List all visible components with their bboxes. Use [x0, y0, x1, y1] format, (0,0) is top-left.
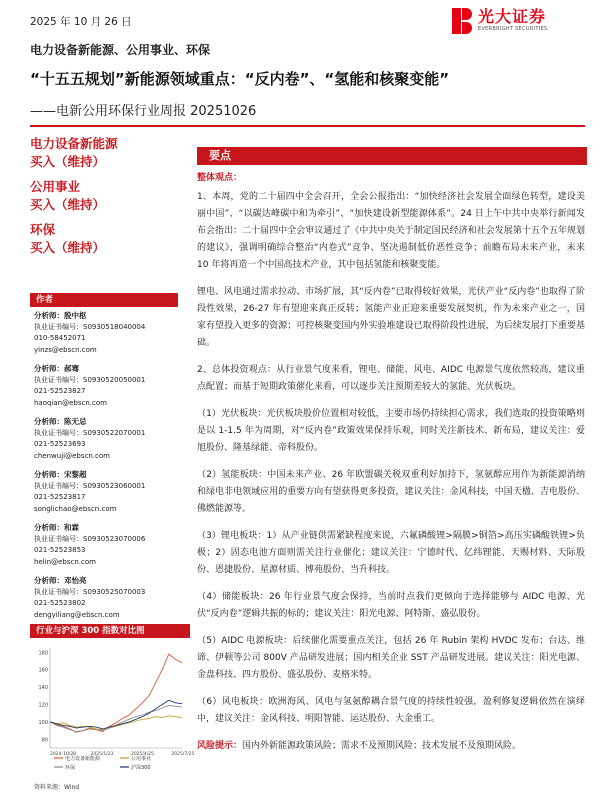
overview-label: 整体观点：: [197, 173, 243, 183]
paragraph: （1）光伏板块：光伏板块股价位置相对较低，主要市场仍持续担心需求，我们选取的投资策略则是以 1-1.5 年为周期，对“反内卷”政策效果保持乐观，同时关注新技术、新布局，建议关注：爱旭股份、隆基绿能、帝科股份。: [197, 409, 585, 453]
x-tick-label: 2025/7/25: [171, 752, 195, 757]
author-cert: 执业证书编号：S0930523060001: [34, 481, 146, 490]
authors-list: [34, 310, 182, 628]
rating-sector: 电力设备新能源: [30, 136, 118, 151]
y-tick-label: 160: [38, 667, 48, 674]
x-tick-label: 2025/1/23: [90, 752, 114, 757]
chart-source: 资料来源：Wind: [34, 784, 80, 791]
author-name: 分析师：殷中枢: [34, 311, 87, 320]
y-tick-label: 80: [41, 737, 48, 744]
author-card: [34, 363, 182, 409]
author-name: 分析师：宋黎超: [34, 470, 87, 479]
author-phone: 021-52523802: [34, 599, 86, 607]
page-subtitle: ——电新公用环保行业周报 20251026: [30, 104, 257, 119]
legend-label: 环保: [65, 765, 76, 771]
author-email[interactable]: songlichao@ebscn.com: [34, 504, 117, 513]
author-cert: 执业证书编号：S0930525070003: [34, 587, 146, 596]
author-email[interactable]: helin@ebscn.com: [34, 557, 96, 566]
author-cert: 执业证书编号：S0930520050001: [34, 375, 146, 384]
author-card: [34, 416, 182, 462]
author-card: [34, 310, 182, 356]
series-line: [50, 705, 182, 731]
rating-value: 买入（维持）: [30, 154, 106, 169]
ratings-panel: [30, 135, 180, 264]
paragraph: （5）AIDC 电源板块：后续催化需要重点关注，包括 26 年 Rubin 架构 HVDC 发布；台达、维谛、伊顿等公司 800V 产品研发进展；国内相关企业 SST 产品研发进展。建议关注：阳光电源、金盘科技、四方股份、盛弘股份、麦格米特。: [197, 636, 585, 680]
paragraph: 锂电、风电通过需求拉动、市场扩展，其“反内卷”已取得较好效果，光伏产业“反内卷”也取得了阶段性效果，26-27 年有望迎来真正反转；氢能产业正迎来重要发展契机，作为未来产业之一，国家有望投入更多的资源；可控核聚变国内外实验堆建设已取得阶段性进展，为后续发展打下重要基础。: [197, 287, 585, 348]
y-tick-label: 100: [38, 719, 48, 726]
author-email[interactable]: haoqian@ebscn.com: [34, 398, 107, 407]
rating-value: 买入（维持）: [30, 240, 106, 255]
title-divider: [30, 125, 585, 127]
rating-item: [30, 178, 180, 214]
rating-value: 买入（维持）: [30, 197, 106, 212]
paragraph: 2、总体投资观点：从行业景气度来看，锂电、储能、风电、AIDC 电源景气度依然较高，建议重点配置；而基于短期政策催化来看，可以逐步关注预期差较大的氢能、光伏板块。: [197, 365, 585, 392]
key-points-body: [197, 170, 585, 765]
paragraph: （4）储能板块：26 年行业景气度会保持，当前时点我们更倾向于选择能够与 AIDC 电源、光伏“反内卷”逻辑共振的标的；建议关注：阳光电源、阿特斯、盛弘股份。: [197, 592, 585, 619]
author-card: [34, 469, 182, 515]
author-phone: 021-52523853: [34, 546, 86, 554]
risk-label: 风险提示：: [197, 741, 243, 751]
y-tick-label: 140: [38, 685, 48, 692]
author-email[interactable]: chenwuji@ebscn.com: [34, 451, 110, 460]
author-card: [34, 522, 182, 568]
page-title: “十五五规划”新能源领域重点：“反内卷”、“氢能和核聚变能”: [30, 70, 450, 88]
logo-name-cn: 光大证券: [478, 7, 547, 26]
paragraph: （3）锂电板块：1）从产业链供需紧缺程度来说，六氟磷酸锂>隔膜>铜箔>高压实磷酸铁锂>负极；2）固态电池方面则需关注行业催化；建议关注：宁德时代、亿纬锂能、天赐材料、天际股份、恩捷股份、星源材质、博苑股份、当升科技。: [197, 531, 585, 575]
chart-svg: [30, 640, 195, 780]
rating-sector: 公用事业: [30, 179, 81, 194]
x-tick-label: 2024-10/28: [50, 752, 77, 757]
author-name: 分析师：陈无忌: [34, 417, 87, 426]
author-phone: 021-52523693: [34, 440, 86, 448]
author-cert: 执业证书编号：S0930518040004: [34, 322, 146, 331]
author-name: 分析师：邓怡亮: [34, 576, 87, 585]
paragraph: （2）氢能板块：中国未来产业、26 年欧盟碳关税双重利好加持下，氢氨醇应用作为新能源消纳和绿电非电领域应用的重要方向有望获得更多投资，建议关注：金风科技，中国天楹、吉电股份、佛燃能源等。: [197, 470, 585, 514]
risk-paragraph: [197, 738, 585, 755]
legend-label: 电力设备新能源: [65, 756, 101, 762]
author-name: 分析师：郝骞: [34, 364, 79, 373]
chart-header: 行业与沪深 300 指数对比图: [30, 624, 190, 638]
logo-icon: [452, 8, 472, 34]
author-card: [34, 575, 182, 621]
broker-logo: [452, 6, 582, 36]
rating-item: [30, 221, 180, 257]
rating-sector: 环保: [30, 222, 56, 237]
risk-text: 国内外新能源政策风险；需求不及预期风险；技术发展不及预期风险。: [242, 741, 522, 751]
series-line: [50, 700, 182, 729]
x-tick-label: 2025/4/25: [130, 752, 155, 757]
author-email[interactable]: dengyiliang@ebscn.com: [34, 610, 120, 619]
series-line: [50, 654, 182, 732]
y-tick-label: 120: [38, 702, 48, 709]
legend-label: 沪深300: [131, 765, 151, 771]
legend-label: 公用事业: [131, 756, 152, 762]
report-date: 2025 年 10 月 26 日: [30, 16, 132, 28]
key-points-header: 要点: [197, 147, 587, 165]
sector-line: 电力设备新能源、公用事业、环保: [30, 43, 211, 57]
author-phone: 021-52523817: [34, 493, 86, 501]
author-cert: 执业证书编号：S0930522070001: [34, 428, 146, 437]
author-name: 分析师：和霖: [34, 523, 79, 532]
index-comparison-chart: [30, 640, 195, 780]
author-cert: 执业证书编号：S0930523070006: [34, 534, 146, 543]
logo-name-en: EVERBRIGHT SECURITIES: [478, 26, 548, 32]
author-phone: 021-52523827: [34, 387, 86, 395]
authors-header: 作者: [30, 293, 178, 307]
paragraph: （6）风电板块：欧洲海风、风电与氢氨醇耦合景气度的持续性较强，盈利修复逻辑依然在演绎中，建议关注：金风科技、明阳智能、运达股份、大金重工。: [197, 697, 585, 724]
rating-item: [30, 135, 180, 171]
paragraph: 1、本周，党的二十届四中全会召开，全会公报指出：“加快经济社会发展全面绿色转型，建设美丽中国”、“以碳达峰碳中和为牵引”、“加快建设新型能源体系”。24 日上午中共中央举行新闻发布会指出：二十届四中全会审议通过了《中共中央关于制定国民经济和社会发展第十五个五年规划的建议》，强调明确综合整治“内卷式”竞争、坚决遏制低价恶性竞争；前瞻布局未来产业，未来 10 年将再造一个中国高技术产业，其中包括氢能和核聚变能。: [197, 192, 585, 270]
author-email[interactable]: yinzs@ebscn.com: [34, 345, 97, 354]
y-tick-label: 180: [38, 650, 48, 657]
author-phone: 010-58452071: [34, 334, 86, 342]
